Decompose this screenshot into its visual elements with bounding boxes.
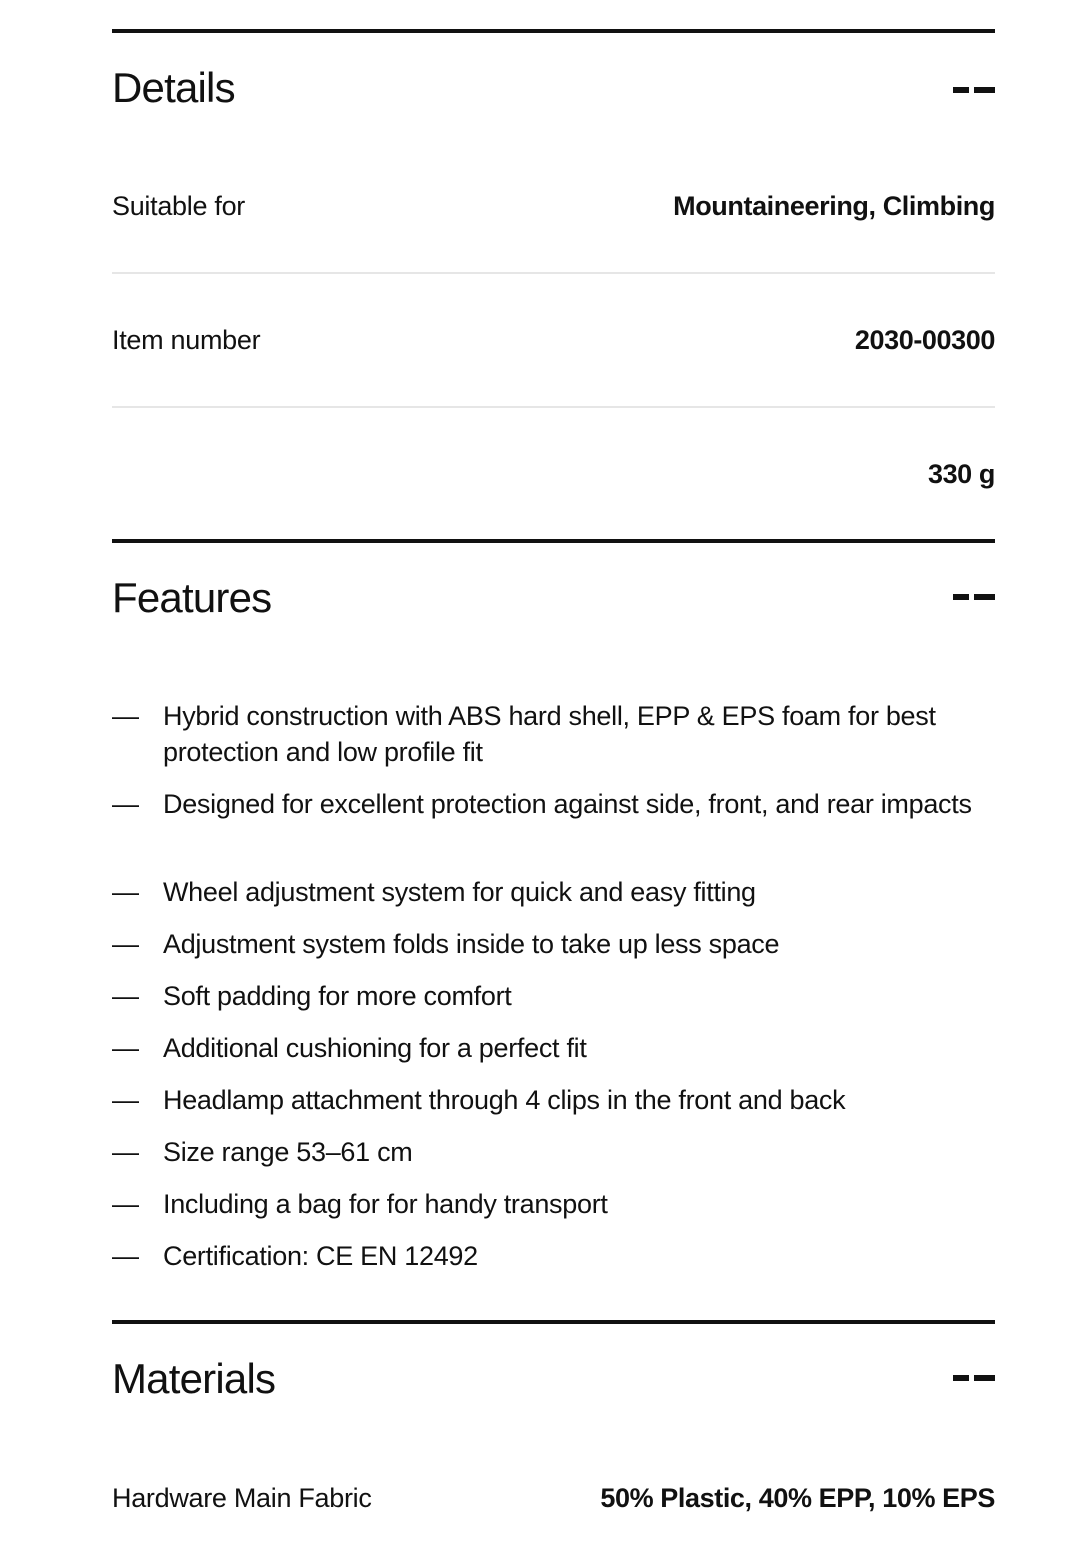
details-header[interactable] xyxy=(112,33,995,139)
bullet-dash: — xyxy=(112,1241,139,1271)
bullet-dash: — xyxy=(112,789,139,819)
details-section xyxy=(112,29,995,139)
feature-text: Certification: CE EN 12492 xyxy=(163,1241,478,1271)
feature-text: Soft padding for more comfort xyxy=(163,981,512,1011)
section-title: Materials xyxy=(112,1355,276,1402)
list-item xyxy=(112,874,995,910)
bullet-dash: — xyxy=(112,1085,139,1115)
features-section xyxy=(112,539,995,649)
bullet-dash: — xyxy=(112,701,139,731)
bullet-dash: — xyxy=(112,981,139,1011)
detail-value: 2030-00300 xyxy=(854,325,995,355)
materials-section xyxy=(112,1320,995,1430)
feature-text: Including a bag for for handy transport xyxy=(163,1189,608,1219)
collapse-icon[interactable] xyxy=(953,1375,995,1381)
details-row xyxy=(112,170,995,274)
feature-text: Hybrid construction with ABS hard shell, EPP & EPS foam for best protection and low profile fit xyxy=(163,701,936,767)
bullet-dash: — xyxy=(112,1137,139,1167)
list-item xyxy=(112,786,995,822)
detail-label: Item number xyxy=(112,325,261,355)
bullet-dash: — xyxy=(112,1189,139,1219)
list-item xyxy=(112,978,995,1014)
collapse-icon[interactable] xyxy=(953,87,995,93)
list-item xyxy=(112,1082,995,1118)
feature-text: Additional cushioning for a perfect fit xyxy=(163,1033,587,1063)
feature-text: Wheel adjustment system for quick and easy fitting xyxy=(163,877,756,907)
bullet-dash: — xyxy=(112,929,139,959)
detail-value: Mountaineering, Climbing xyxy=(673,191,995,221)
list-item xyxy=(112,698,995,770)
details-row xyxy=(112,304,995,408)
material-value: 50% Plastic, 40% EPP, 10% EPS xyxy=(600,1483,995,1513)
feature-text: Size range 53–61 cm xyxy=(163,1137,413,1167)
collapse-icon[interactable] xyxy=(953,594,995,600)
list-item xyxy=(112,1134,995,1170)
list-item xyxy=(112,1186,995,1222)
bullet-dash: — xyxy=(112,877,139,907)
materials-row xyxy=(112,1462,995,1522)
details-row xyxy=(112,438,995,498)
feature-text: Headlamp attachment through 4 clips in the front and back xyxy=(163,1085,846,1115)
list-item xyxy=(112,1238,995,1274)
list-item xyxy=(112,1030,995,1066)
section-title: Features xyxy=(112,574,272,621)
features-header[interactable] xyxy=(112,543,995,649)
section-title: Details xyxy=(112,64,235,111)
materials-header[interactable] xyxy=(112,1324,995,1430)
bullet-dash: — xyxy=(112,1033,139,1063)
feature-text: Designed for excellent protection against side, front, and rear impacts xyxy=(163,789,972,819)
material-label: Hardware Main Fabric xyxy=(112,1483,372,1513)
detail-label: Suitable for xyxy=(112,191,245,221)
feature-text: Adjustment system folds inside to take up less space xyxy=(163,929,780,959)
list-item xyxy=(112,926,995,962)
detail-value: 330 g xyxy=(927,459,995,489)
